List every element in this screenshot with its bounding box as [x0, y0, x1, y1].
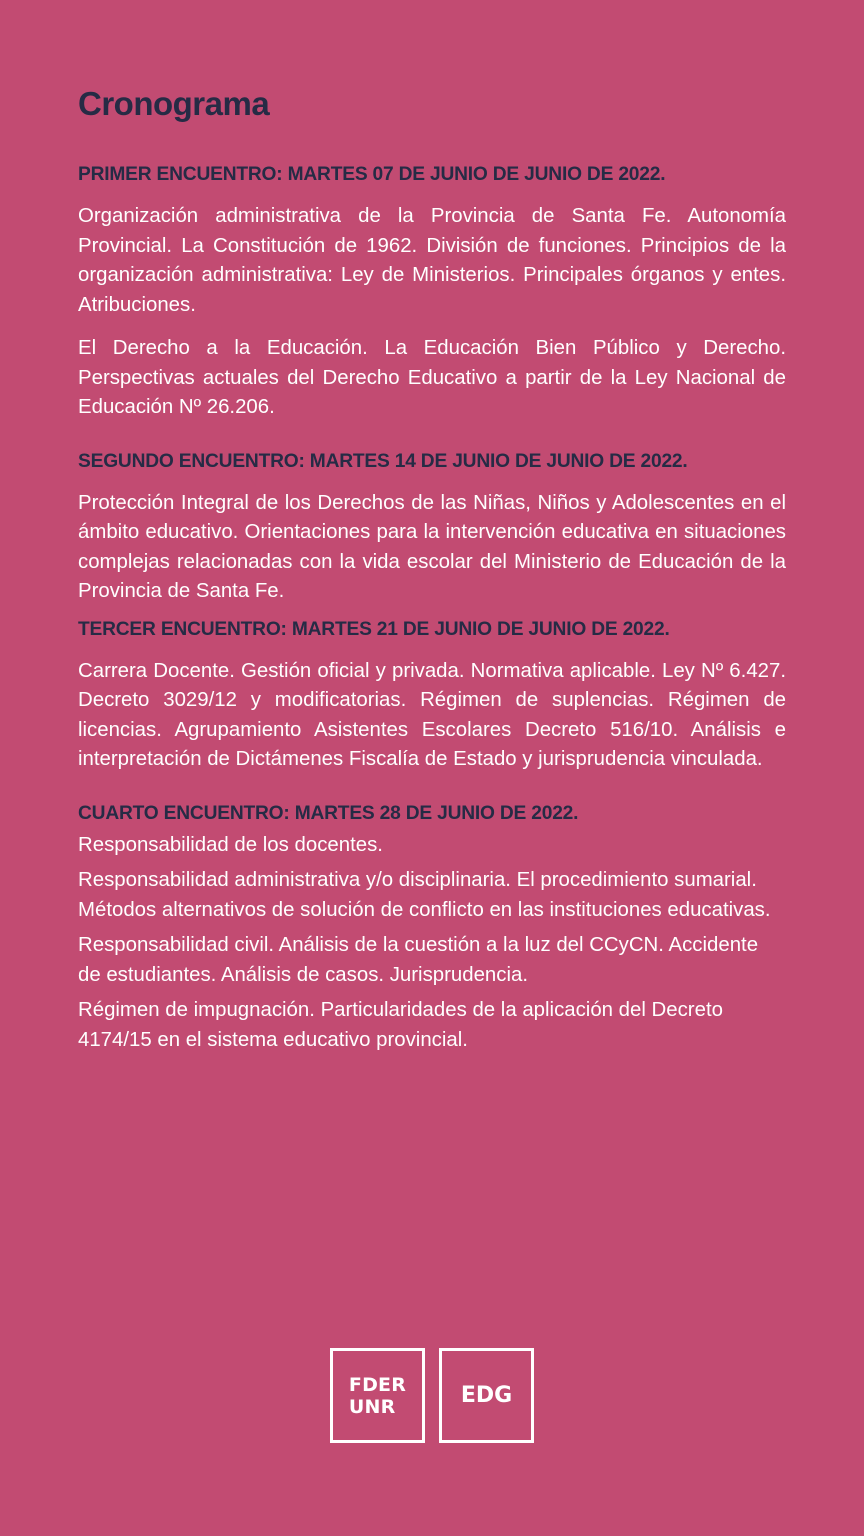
section-paragraph: Responsabilidad de los docentes. — [78, 833, 383, 856]
page-title: Cronograma — [78, 85, 270, 122]
section-heading: SEGUNDO ENCUENTRO: MARTES 14 DE JUNIO DE JUNIO DE 2022. — [78, 450, 688, 472]
section-paragraph: Carrera Docente. Gestión oficial y privada. Normativa aplicable. Ley Nº 6.427. Decreto 3029/12 y modificatorias. Régimen de suplencias. Régimen de licencias. Agrupamiento Asistentes Escolares Decreto 516/10. Análisis e interpretación de Dictámenes Fiscalía de Estado y jurisprudencia vinculada. — [78, 659, 786, 770]
fder-unr-logo-text — [349, 1374, 406, 1418]
unr-logo-line: UNR — [348, 1395, 396, 1418]
section-paragraph: Responsabilidad administrativa y/o disciplinaria. El procedimiento sumarial. Métodos alternativos de solución de conflicto en las instituciones educativas. — [78, 869, 771, 921]
edg-logo-text: EDG — [460, 1382, 513, 1408]
fder-logo-line: FDER — [348, 1373, 407, 1396]
section-paragraph: Organización administrativa de la Provincia de Santa Fe. Autonomía Provincial. La Constitución de 1962. División de funciones. Principios de la organización administrativa: Ley de Ministerios. Principales órganos y entes. Atribuciones. — [78, 205, 786, 316]
section-paragraph: Responsabilidad civil. Análisis de la cuestión a la luz del CCyCN. Accidente de estudiantes. Análisis de casos. Jurisprudencia. — [78, 934, 759, 986]
section-heading: PRIMER ENCUENTRO: MARTES 07 DE JUNIO DE JUNIO DE 2022. — [78, 164, 666, 185]
section-heading: TERCER ENCUENTRO: MARTES 21 DE JUNIO DE JUNIO DE 2022. — [78, 618, 670, 640]
section-paragraph: Protección Integral de los Derechos de las Niñas, Niños y Adolescentes en el ámbito educativo. Orientaciones para la intervención educativa en situaciones complejas relacionadas con la vida escolar del Ministerio de Educación de la Provincia de Santa Fe. — [78, 491, 786, 602]
section-paragraph: El Derecho a la Educación. La Educación Bien Público y Derecho. Perspectivas actuales del Derecho Educativo a partir de la Ley Nacional de Educación Nº 26.206. — [78, 337, 786, 418]
section-paragraph: Régimen de impugnación. Particularidades de la aplicación del Decreto 4174/15 en el sistema educativo provincial. — [78, 999, 723, 1051]
edg-logo — [439, 1348, 534, 1443]
fder-unr-logo — [330, 1348, 425, 1443]
schedule-page — [78, 82, 786, 1075]
section-cuarto-encuentro — [78, 801, 786, 1056]
logos — [330, 1348, 534, 1443]
section-primer-encuentro — [78, 162, 786, 423]
section-segundo-encuentro — [78, 449, 786, 607]
section-heading: CUARTO ENCUENTRO: MARTES 28 DE JUNIO DE 2022. — [78, 802, 579, 824]
section-tercer-encuentro — [78, 617, 786, 775]
